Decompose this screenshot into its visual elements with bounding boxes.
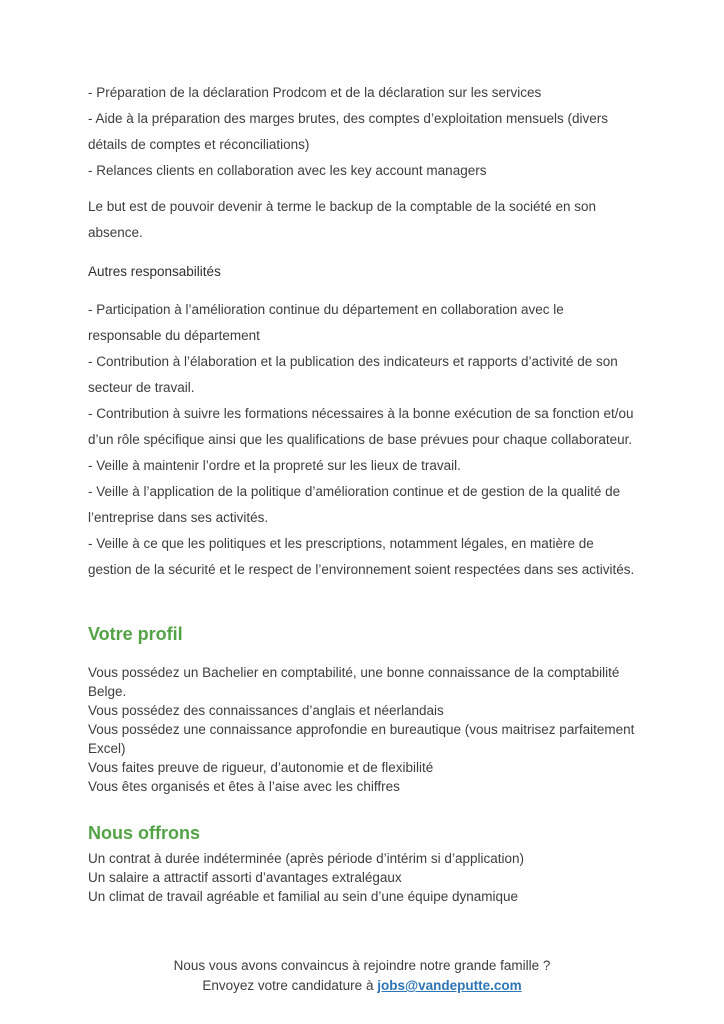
profile-item: Vous possédez des connaissances d’anglais et néerlandais [88, 703, 444, 718]
bullet-item: - Participation à l’amélioration continue du département en collaboration avec le responsable du département [88, 302, 564, 343]
offer-heading: Nous offrons [88, 823, 200, 843]
bullet-item: - Contribution à suivre les formations nécessaires à la bonne exécution de sa fonction et/ou d’un rôle spécifique ainsi que les qualifications de base prévues pour chaque collaborateur. [88, 406, 634, 447]
footer-call-to-action [88, 956, 636, 996]
responsibilities-section [88, 80, 636, 583]
offer-list [88, 849, 636, 906]
profile-list [88, 663, 636, 796]
bullet-item: - Relances clients en collaboration avec les key account managers [88, 163, 487, 178]
bullet-item: - Contribution à l’élaboration et la publication des indicateurs et rapports d’activité de son secteur de travail. [88, 354, 618, 395]
profile-item: Vous êtes organisés et êtes à l’aise avec les chiffres [88, 779, 400, 794]
offer-item: Un climat de travail agréable et familial au sein d’une équipe dynamique [88, 889, 519, 904]
profile-item: Vous possédez une connaissance approfondie en bureautique (vous maitrisez parfaitement Excel) [88, 722, 635, 756]
bullet-item: - Préparation de la déclaration Prodcom et de la déclaration sur les services [88, 85, 542, 100]
profile-item: Vous possédez un Bachelier en comptabilité, une bonne connaissance de la comptabilité Belge. [88, 665, 620, 699]
footer-line1: Nous vous avons convaincus à rejoindre notre grande famille ? [173, 958, 551, 973]
profile-heading: Votre profil [88, 624, 183, 644]
offer-item: Un salaire a attractif assorti d’avantages extralégaux [88, 870, 402, 885]
email-link[interactable]: jobs@vandeputte.com [377, 978, 522, 993]
intro-bullet-list [88, 80, 636, 184]
offer-item: Un contrat à durée indéterminée (après période d’intérim si d’application) [88, 851, 524, 866]
bullet-item: - Veille à maintenir l’ordre et la propreté sur les lieux de travail. [88, 458, 461, 473]
footer-line2 [88, 976, 636, 996]
bullet-item: - Veille à l’application de la politique d’amélioration continue et de gestion de la qualité de l’entreprise dans ses activités. [88, 484, 621, 525]
other-responsibilities-subheading: Autres responsabilités [88, 264, 221, 279]
goal-paragraph: Le but est de pouvoir devenir à terme le backup de la comptable de la société en son absence. [88, 199, 597, 240]
footer-line2-prefix: Envoyez votre candidature à [202, 978, 378, 993]
profile-item: Vous faites preuve de rigueur, d’autonomie et de flexibilité [88, 760, 434, 775]
other-bullet-list [88, 297, 636, 583]
bullet-item: - Veille à ce que les politiques et les prescriptions, notamment légales, en matière de gestion de la sécurité et le respect de l’environnement soient respectées dans ses activités. [88, 536, 635, 577]
bullet-item: - Aide à la préparation des marges brutes, des comptes d’exploitation mensuels (divers détails de comptes et réconciliations) [88, 111, 609, 152]
